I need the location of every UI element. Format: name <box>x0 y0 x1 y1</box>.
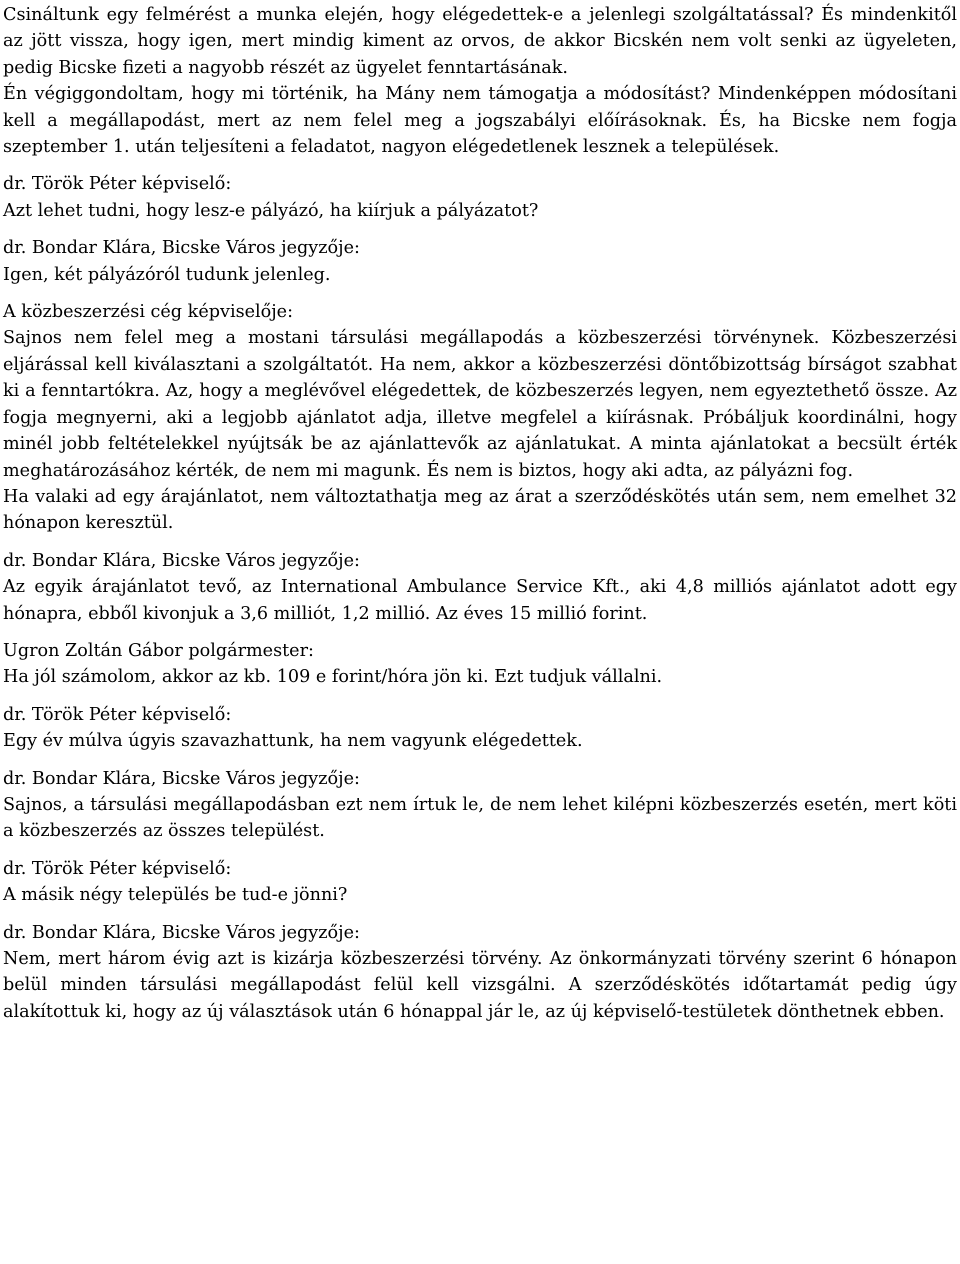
speech-paragraph: A másik négy település be tud-e jönni? <box>3 885 348 906</box>
speech-paragraph: Ha valaki ad egy árajánlatot, nem változtathatja meg az árat a szerződéskötés után sem, nem emelhet 32 hónapon keresztül. <box>3 486 957 534</box>
speaker-name: dr. Bondar Klára, Bicske Város jegyzője: <box>3 922 360 943</box>
speaker-block <box>3 856 957 909</box>
speaker-name: dr. Bondar Klára, Bicske Város jegyzője: <box>3 238 360 259</box>
document-page <box>3 0 957 1025</box>
speech-paragraph: Egy év múlva úgyis szavazhattunk, ha nem vagyunk elégedettek. <box>3 731 583 752</box>
speaker-block <box>3 171 957 224</box>
speech-paragraph: Az egyik árajánlatot tevő, az International Ambulance Service Kft., aki 4,8 milliós ajánlatot adott egy hónapra, ebből kivonjuk a 3,6 milliót, 1,2 millió. Az éves 15 millió forint. <box>3 577 957 624</box>
speaker-block <box>3 702 957 755</box>
speaker-name: dr. Török Péter képviselő: <box>3 858 232 879</box>
speech-paragraph: Sajnos, a társulási megállapodásban ezt nem írtuk le, de nem lehet kilépni közbeszerzés esetén, mert köti a közbeszerzés az összes települést. <box>3 794 957 842</box>
speech-paragraph: Azt lehet tudni, hogy lesz-e pályázó, ha kiírjuk a pályázatot? <box>3 200 539 221</box>
speaker-block <box>3 638 957 691</box>
speaker-block <box>3 299 957 537</box>
speaker-block <box>3 766 957 845</box>
speaker-name: dr. Bondar Klára, Bicske Város jegyzője: <box>3 768 360 789</box>
speaker-name: dr. Török Péter képviselő: <box>3 704 232 725</box>
speaker-block <box>3 920 957 1026</box>
speaker-name: dr. Török Péter képviselő: <box>3 174 232 195</box>
speaker-block <box>3 548 957 627</box>
intro-paragraph: Én végiggondoltam, hogy mi történik, ha Mány nem támogatja a módosítást? Mindenképpen módosítani kell a megállapodást, mert az nem felel meg a jogszabályi előírásoknak. És, ha Bicske nem fogja szeptember 1. után teljesíteni a feladatot, nagyon elégedetlenek lesznek a települések. <box>3 84 957 158</box>
speech-paragraph: Igen, két pályázóról tudunk jelenleg. <box>3 264 331 285</box>
speaker-name: Ugron Zoltán Gábor polgármester: <box>3 640 314 661</box>
speech-paragraph: Ha jól számolom, akkor az kb. 109 e forint/hóra jön ki. Ezt tudjuk vállalni. <box>3 667 663 688</box>
intro-paragraph: Csináltunk egy felmérést a munka elején, hogy elégedettek-e a jelenlegi szolgáltatással? És mindenkitől az jött vissza, hogy igen, mert mindig kiment az orvos, de akkor Bicskén nem volt senki az ügyeleten, pedig Bicske fizeti a nagyobb részét az ügyelet fenntartásának. <box>3 5 957 78</box>
speech-paragraph: Sajnos nem felel meg a mostani társulási megállapodás a közbeszerzési törvénynek. Közbeszerzési eljárással kell kiválasztani a szolgáltatót. Ha nem, akkor a közbeszerzési döntőbizottság bírságot szabhat ki a fenntartókra. Az, hogy a meglévővel elégedettek, de közbeszerzés legyen, nem egyeztethető össze. Az fogja megnyerni, aki a legjobb ajánlatot adja, illetve megfelel a kiírásnak. Próbáljuk koordinálni, hogy minél jobb feltételekkel nyújtsák be az ajánlattevők az ajánlatukat. A minta ajánlatokat a becsült érték meghatározásához kérték, de nem mi magunk. És nem is biztos, hogy aki adta, az pályázni fog. <box>3 328 957 481</box>
speaker-name: A közbeszerzési cég képviselője: <box>3 302 294 323</box>
speaker-block <box>3 235 957 288</box>
speaker-name: dr. Bondar Klára, Bicske Város jegyzője: <box>3 550 360 571</box>
speech-paragraph: Nem, mert három évig azt is kizárja közbeszerzési törvény. Az önkormányzati törvény szerint 6 hónapon belül minden társulási megállapodást felül kell vizsgálni. A szerződéskötés időtartamát pedig úgy alakítottuk ki, hogy az új választások után 6 hónappal jár le, az új képviselő-testületek dönthetnek ebben. <box>3 949 957 1022</box>
